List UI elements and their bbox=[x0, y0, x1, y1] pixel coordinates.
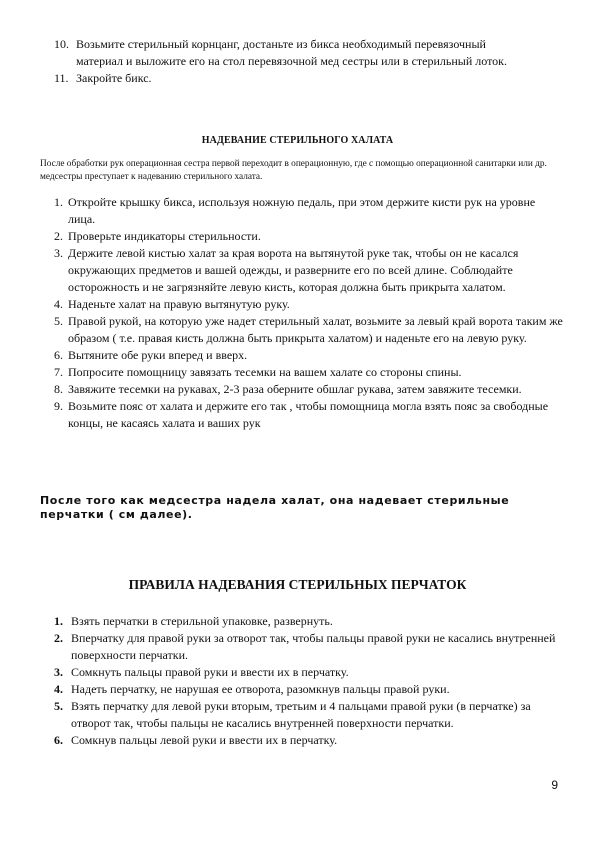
list-item bbox=[54, 630, 559, 664]
list-number: 4. bbox=[54, 682, 63, 696]
list-item bbox=[54, 313, 564, 347]
list-text: Откройте крышку бикса, используя ножную педаль, при этом держите кисти рук на уровне лица. bbox=[68, 195, 536, 226]
list-number: 2. bbox=[54, 631, 63, 645]
gown-steps-list bbox=[54, 194, 564, 432]
list-number: 7. bbox=[54, 365, 63, 379]
list-text: Сомкнуть пальцы правой руки и ввести их в перчатку. bbox=[71, 665, 349, 679]
list-number: 6. bbox=[54, 733, 63, 747]
list-number: 6. bbox=[54, 348, 63, 362]
list-item bbox=[54, 398, 564, 432]
page-number: 9 bbox=[551, 778, 558, 792]
list-item bbox=[54, 194, 564, 228]
list-text: Взять перчатку для левой руки вторым, третьим и 4 пальцами правой руки (в перчатке) за отворот так, чтобы пальцы не касались внутренней поверхности перчатки. bbox=[71, 699, 531, 730]
list-text: Возьмите стерильный корнцанг, достаньте из бикса необходимый перевязочный материал и выложите его на стол перевязочной мед сестры или в стерильный лоток. bbox=[76, 37, 508, 68]
list-number: 2. bbox=[54, 229, 63, 243]
list-text: Закройте бикс. bbox=[76, 71, 152, 85]
list-item bbox=[54, 698, 559, 732]
list-number: 3. bbox=[54, 665, 63, 679]
list-item bbox=[54, 347, 564, 364]
continued-list bbox=[54, 36, 534, 87]
list-text: Взять перчатки в стерильной упаковке, развернуть. bbox=[71, 614, 333, 628]
list-item bbox=[54, 732, 559, 749]
gown-intro-paragraph: После обработки рук операционная сестра первой переходит в операционную, где с помощью операционной санитарки или др. медсестры преступает к надеванию стерильного халата. bbox=[40, 159, 547, 182]
list-text: Вперчатку для правой руки за отворот так, чтобы пальцы правой руки не касались внутренней поверхности перчатки. bbox=[71, 631, 556, 662]
list-item bbox=[54, 70, 534, 87]
list-number: 8. bbox=[54, 382, 63, 396]
list-item bbox=[54, 296, 564, 313]
gown-section-heading: НАДЕВАНИЕ СТЕРИЛЬНОГО ХАЛАТА bbox=[201, 135, 394, 146]
list-number: 1. bbox=[54, 614, 63, 628]
list-number: 11. bbox=[54, 71, 69, 85]
list-number: 4. bbox=[54, 297, 63, 311]
list-text: Проверьте индикаторы стерильности. bbox=[68, 229, 261, 243]
list-text: Надеть перчатку, не нарушая ее отворота, разомкнув пальцы правой руки. bbox=[71, 682, 450, 696]
list-item bbox=[54, 245, 564, 296]
list-number: 10. bbox=[54, 37, 69, 51]
list-item bbox=[54, 228, 564, 245]
list-text: Возьмите пояс от халата и держите его так , чтобы помощница могла взять пояс за свободные концы, не касаясь халата и ваших рук bbox=[68, 399, 549, 430]
list-text: Завяжите тесемки на рукавах, 2-3 раза оберните обшлаг рукава, затем завяжите тесемки. bbox=[68, 382, 522, 396]
list-text: Правой рукой, на которую уже надет стерильный халат, возьмите за левый край ворота таким же образом ( т.е. правая кисть должна быть прикрыта халатом) и наденьте его на левую руку. bbox=[68, 314, 563, 345]
list-text: Попросите помощницу завязать тесемки на вашем халате со стороны спины. bbox=[68, 365, 462, 379]
list-number: 3. bbox=[54, 246, 63, 260]
list-item bbox=[54, 613, 559, 630]
list-number: 5. bbox=[54, 699, 63, 713]
list-item bbox=[54, 381, 564, 398]
list-number: 5. bbox=[54, 314, 63, 328]
gloves-steps-list bbox=[54, 613, 559, 749]
list-text: Сомкнув пальцы левой руки и ввести их в перчатку. bbox=[71, 733, 338, 747]
list-text: Держите левой кистью халат за края ворота на вытянутой руке так, чтобы он не касался окружающих предметов и вашей одежды, и разверните его по всей длине. Соблюдайте осторожность и не загрязняйте левую кисть, которая должна быть прикрыта халатом. bbox=[68, 246, 519, 294]
gown-note: После того как медсестра надела халат, она надевает стерильные перчатки ( см далее). bbox=[40, 494, 510, 521]
list-item bbox=[54, 364, 564, 381]
list-number: 1. bbox=[54, 195, 63, 209]
list-text: Вытяните обе руки вперед и вверх. bbox=[68, 348, 248, 362]
list-text: Наденьте халат на правую вытянутую руку. bbox=[68, 297, 290, 311]
list-item bbox=[54, 664, 559, 681]
list-number: 9. bbox=[54, 399, 63, 413]
list-item bbox=[54, 36, 534, 70]
gloves-section-heading: ПРАВИЛА НАДЕВАНИЯ СТЕРИЛЬНЫХ ПЕРЧАТОК bbox=[128, 577, 467, 592]
list-item bbox=[54, 681, 559, 698]
